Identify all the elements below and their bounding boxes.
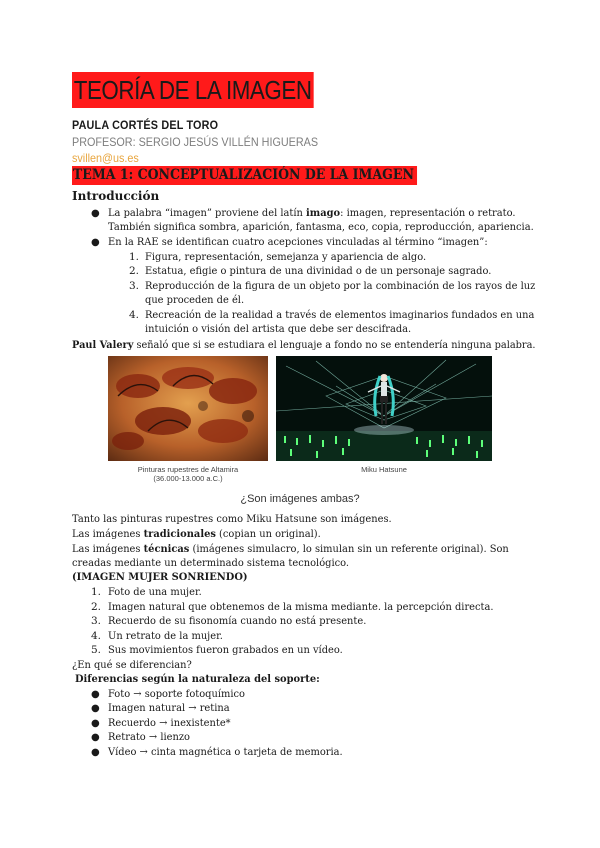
bullet-icon: ●	[91, 732, 100, 743]
miku-hatsune-image	[276, 356, 492, 461]
mujer-item: Foto de una mujer.	[108, 586, 202, 598]
bullet-icon: ●	[91, 689, 100, 700]
list-number: 1.	[129, 251, 140, 263]
page-title: TEORÍA DE LA IMAGEN	[72, 72, 313, 108]
difference-item: Foto → soporte fotoquímico	[108, 688, 245, 700]
paragraph-technical-line2: creadas mediante un determinado sistema tecnológico.	[72, 557, 350, 569]
miku-caption: Miku Hatsune	[361, 465, 407, 474]
author-name: PAULA CORTÉS DEL TORO	[72, 118, 219, 132]
difference-item: Imagen natural → retina	[108, 702, 230, 714]
bullet-icon: ●	[91, 237, 100, 248]
topic-heading: TEMA 1: CONCEPTUALIZACIÓN DE LA IMAGEN	[72, 166, 417, 185]
mujer-item: Un retrato de la mujer.	[108, 630, 223, 642]
list-number: 2.	[129, 265, 140, 277]
list-number: 5.	[91, 644, 102, 656]
list-number: 3.	[91, 615, 102, 627]
email-link[interactable]: svillen@us.es	[72, 151, 139, 165]
altamira-image	[108, 356, 268, 461]
intro-heading: Introducción	[72, 189, 160, 203]
intro-bullet-2: En la RAE se identifican cuatro acepciones vinculadas al término “imagen”:	[108, 236, 488, 248]
professor-line: PROFESOR: SERGIO JESÚS VILLÉN HIGUERAS	[72, 135, 319, 149]
intro-bullet-1-line2: También significa sombra, aparición, fantasma, eco, copia, reproducción, apariencia.	[108, 221, 534, 233]
paragraph-traditional: Las imágenes tradicionales (copian un original).	[72, 528, 321, 540]
rae-item-line2: que proceden de él.	[145, 294, 245, 306]
question-differences: ¿En qué se diferencian?	[72, 659, 192, 671]
bullet-icon: ●	[91, 718, 100, 729]
list-number: 4.	[91, 630, 102, 642]
difference-item: Recuerdo → inexistente*	[108, 717, 231, 729]
arrow-icon: →	[133, 688, 142, 700]
question-both-images: ¿Son imágenes ambas?	[240, 493, 360, 505]
list-number: 2.	[91, 601, 102, 613]
caption-line: (36.000-13.000 a.C.)	[153, 474, 223, 483]
altamira-caption	[108, 465, 268, 483]
paragraph-both-images: Tanto las pinturas rupestres como Miku Hatsune son imágenes.	[72, 513, 392, 525]
valery-paragraph: Paul Valery señaló que si se estudiara el lenguaje a fondo no se entendería ninguna palabra.	[72, 339, 536, 351]
rae-item: Estatua, efigie o pintura de una divinidad o de un personaje sagrado.	[145, 265, 492, 277]
mujer-item: Imagen natural que obtenemos de la misma mediante. la percepción directa.	[108, 601, 494, 613]
list-number: 1.	[91, 586, 102, 598]
list-number: 3.	[129, 280, 140, 292]
intro-bullet-1: La palabra “imagen” proviene del latín imago: imagen, representación o retrato.	[108, 207, 516, 219]
mujer-item: Recuerdo de su fisonomía cuando no está presente.	[108, 615, 367, 627]
arrow-icon: →	[139, 746, 148, 758]
difference-item: Retrato → lienzo	[108, 731, 190, 743]
rae-item-line2: intuición o visión del artista que debe ser descifrada.	[145, 323, 412, 335]
bullet-icon: ●	[91, 747, 100, 758]
arrow-icon: →	[188, 702, 197, 714]
caption-line: Pinturas rupestres de Altamira	[137, 465, 239, 474]
arrow-icon: →	[159, 717, 168, 729]
mujer-item: Sus movimientos fueron grabados en un vídeo.	[108, 644, 343, 656]
rae-item: Recreación de la realidad a través de elementos imaginarios fundados en una	[145, 309, 535, 321]
rae-item: Reproducción de la figura de un objeto por la combinación de los rayos de luz	[145, 280, 536, 292]
paragraph-technical: Las imágenes técnicas (imágenes simulacro, lo simulan sin un referente original). Son	[72, 543, 509, 555]
rae-item: Figura, representación, semejanza y apariencia de algo.	[145, 251, 427, 263]
arrow-icon: →	[148, 731, 158, 743]
bullet-icon: ●	[91, 703, 100, 714]
bullet-icon: ●	[91, 208, 100, 219]
differences-heading: Diferencias según la naturaleza del soporte:	[75, 673, 320, 685]
mujer-heading: (IMAGEN MUJER SONRIENDO)	[72, 571, 248, 583]
difference-item: Vídeo → cinta magnética o tarjeta de memoria.	[108, 746, 343, 758]
list-number: 4.	[129, 309, 140, 321]
